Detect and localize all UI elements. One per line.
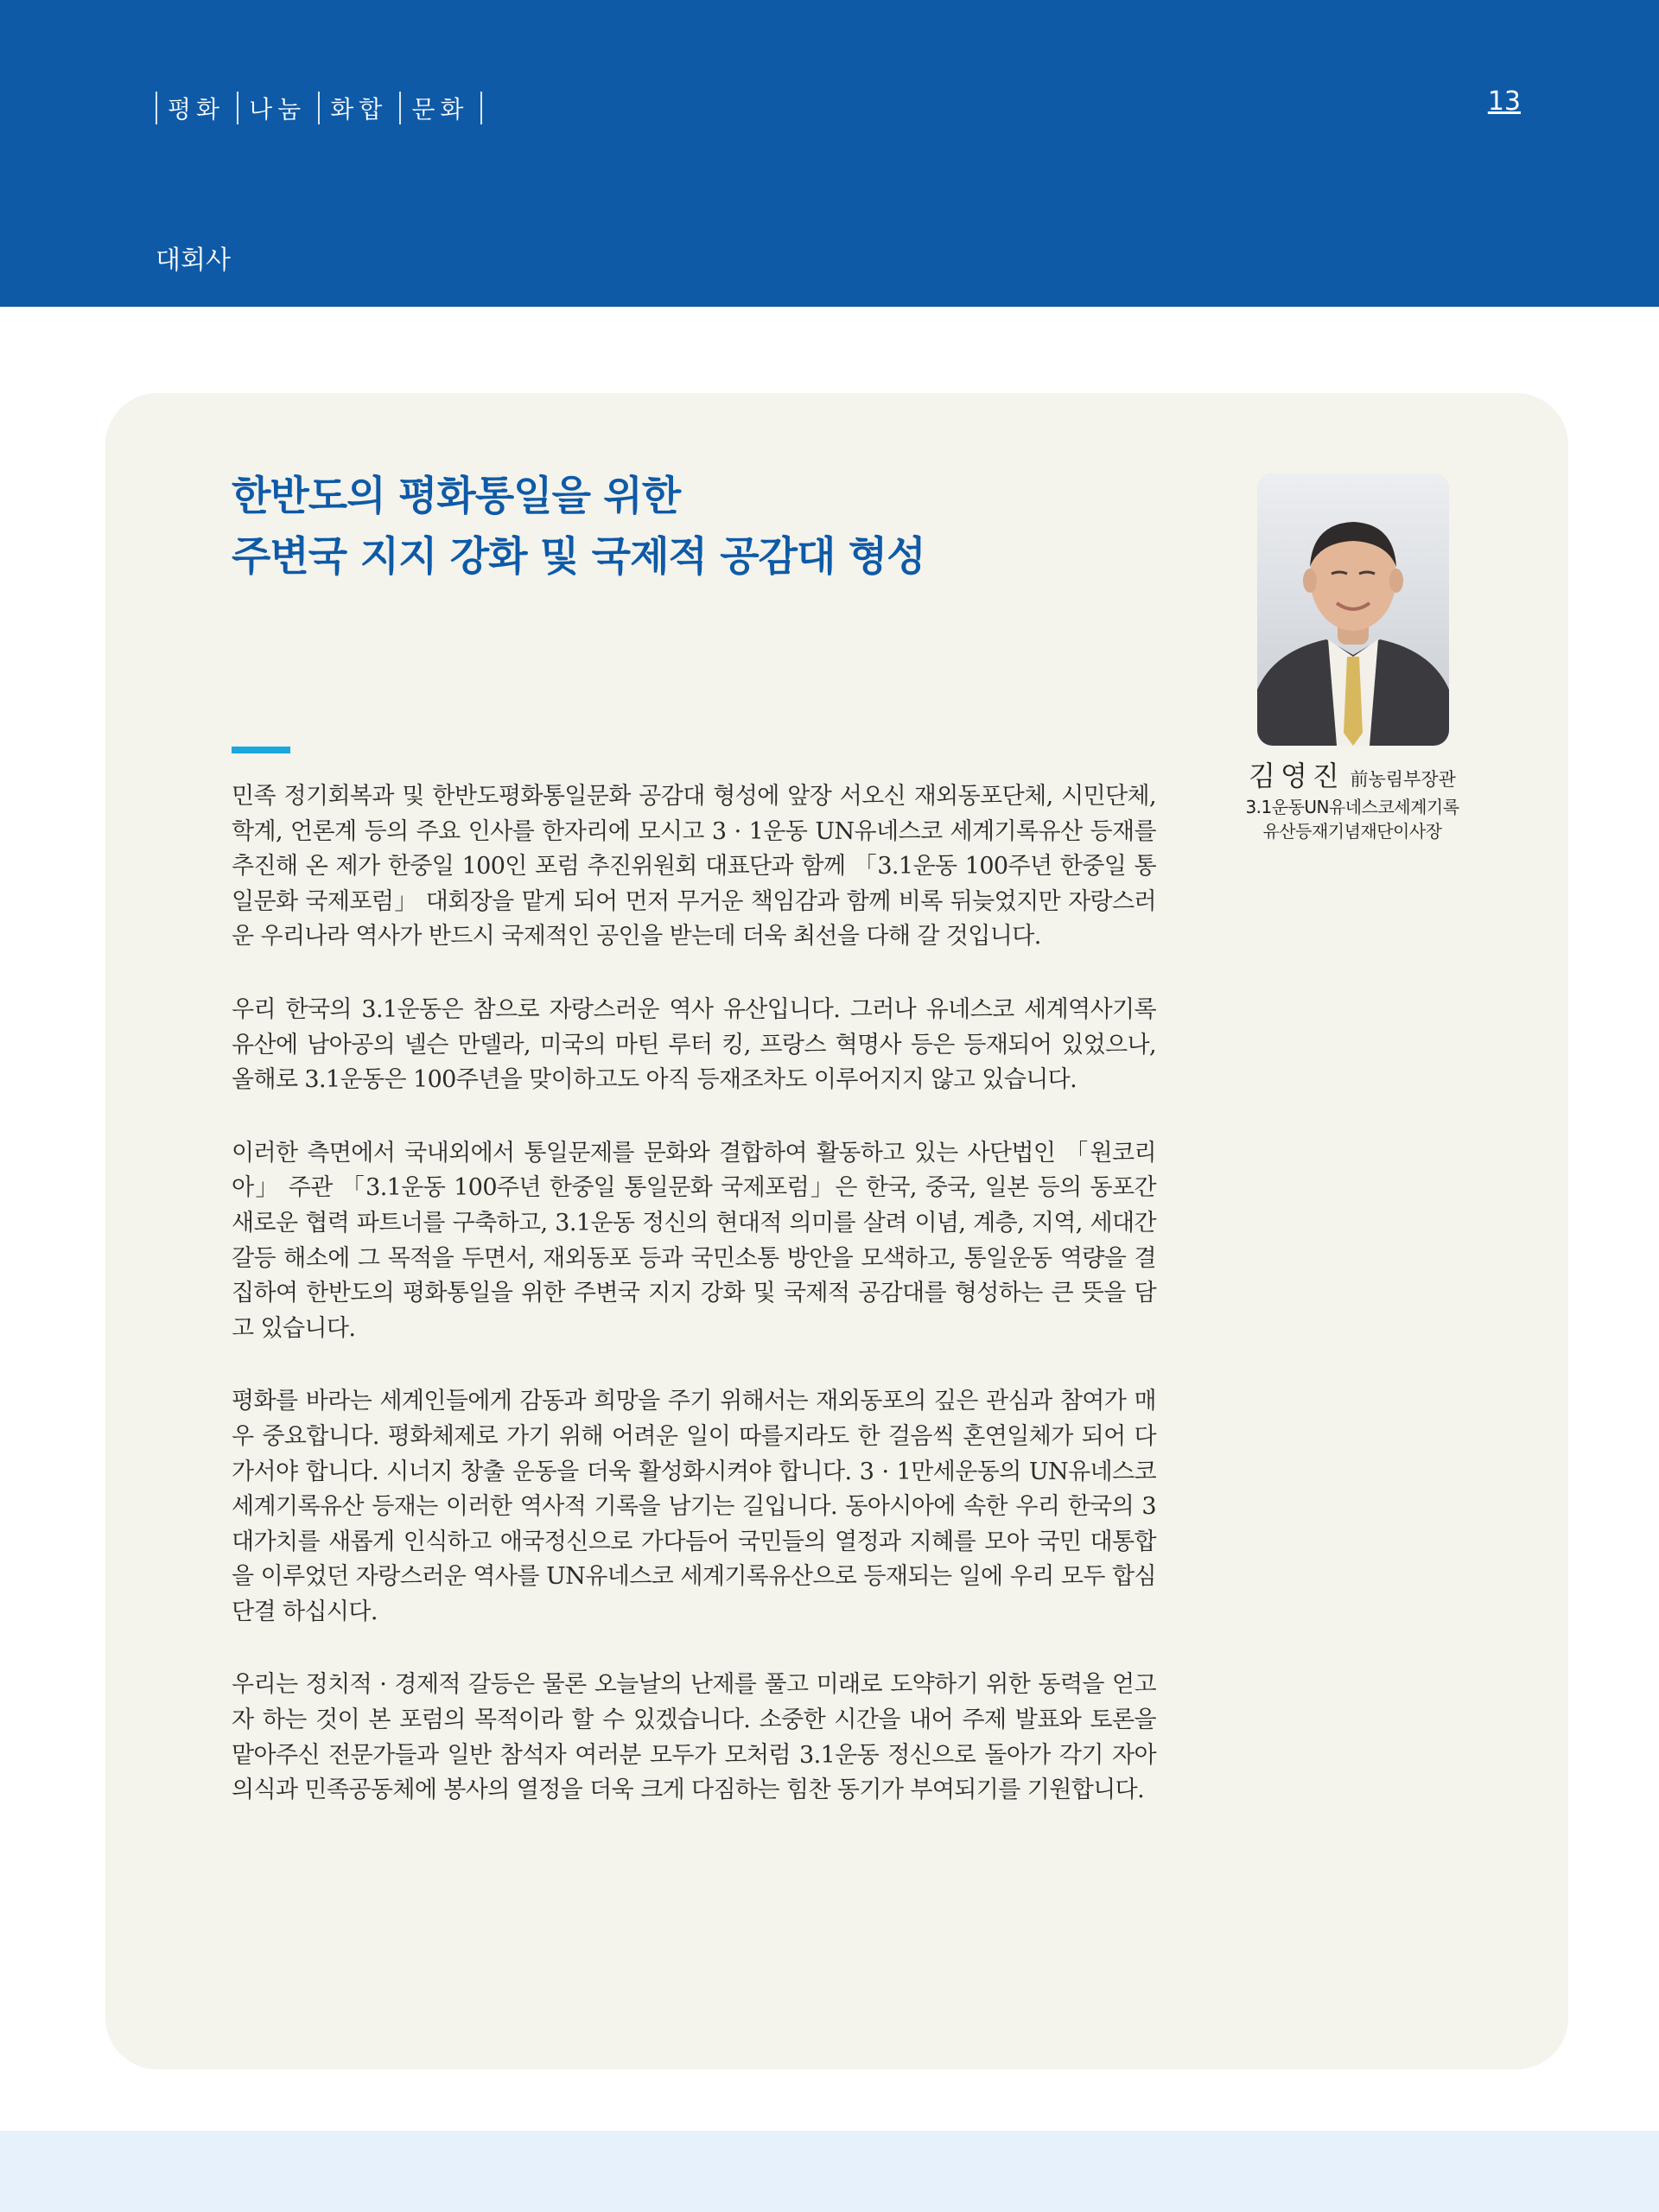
article-body — [232, 779, 1156, 1847]
portrait-illustration — [1257, 474, 1449, 746]
nav-divider — [318, 92, 320, 124]
paragraph-1: 민족 정기회복과 및 한반도평화통일문화 공감대 형성에 앞장 서오신 재외동포단체, 시민단체, 학계, 언론계 등의 주요 인사를 한자리에 모시고 3 · 1운동 UN유네스코 세계기록유산 등재를 추진해 온 제가 한중일 100인 포럼 추진위원회 대표단과 함께 「3.1운동 100주년 한중일 통일문화 국제포럼」 대회장을 맡게 되어 먼저 무거운 책임감과 함께 비록 뒤늦었지만 자랑스러운 우리나라 역사가 반드시 국제적인 공인을 받는데 더욱 최선을 다해 갈 것입니다. — [232, 783, 1156, 950]
nav-divider — [237, 92, 238, 124]
page-number: 13 — [1487, 86, 1521, 117]
paragraph-3: 이러한 측면에서 국내외에서 통일문제를 문화와 결합하여 활동하고 있는 사단법인 「원코리아」 주관 「3.1운동 100주년 한중일 통일문화 국제포럼」은 한국, 중국, 일본 등의 동포간 새로운 협력 파트너를 구축하고, 3.1운동 정신의 현대적 의미를 살려 이념, 계층, 지역, 세대간 갈등 해소에 그 목적을 두면서, 재외동포 등과 국민소통 방안을 모색하고, 통일운동 역량을 결집하여 한반도의 평화통일을 위한 주변국 지지 강화 및 국제적 공감대를 형성하는 큰 뜻을 담고 있습니다. — [232, 1139, 1156, 1342]
section-label: 대회사 — [156, 245, 231, 276]
title-line-1: 한반도의 평화통일을 위한 — [232, 473, 681, 520]
title-line-2: 주변국 지지 강화 및 국제적 공감대 형성 — [232, 533, 925, 581]
header-band — [0, 0, 1659, 307]
author-photo — [1257, 474, 1449, 746]
paragraph-2: 우리 한국의 3.1운동은 참으로 자랑스러운 역사 유산입니다. 그러나 유네스코 세계역사기록 유산에 남아공의 넬슨 만델라, 미국의 마틴 루터 킹, 프랑스 혁명사 등은 등재되어 있었으나, 올해로 3.1운동은 100주년을 맞이하고도 아직 등재조차도 이루어지지 않고 있습니다. — [232, 995, 1156, 1094]
nav-divider — [480, 92, 482, 124]
accent-bar — [232, 747, 290, 753]
nav-item-culture[interactable]: 문화 — [411, 95, 469, 124]
category-nav — [156, 91, 482, 125]
author-affiliation-1: 3.1운동UN유네스코세계기록 — [1245, 797, 1459, 817]
author-name: 김영진 — [1249, 760, 1344, 792]
nav-divider — [399, 92, 401, 124]
paragraph-4: 평화를 바라는 세계인들에게 감동과 희망을 주기 위해서는 재외동포의 깊은 관심과 참여가 매우 중요합니다. 평화체제로 가기 위해 어려운 일이 따를지라도 한 걸음씩 혼연일체가 되어 다가서야 합니다. 시너지 창출 운동을 더욱 활성화시켜야 합니다. 3 · 1만세운동의 UN유네스코 세계기록유산 등재는 이러한 역사적 기록을 남기는 길입니다. 동아시아에 속한 우리 한국의 3대가치를 새롭게 인식하고 애국정신으로 가다듬어 국민들의 열정과 지혜를 모아 국민 대통합을 이루었던 자랑스러운 역사를 UN유네스코 세계기록유산으로 등재되는 일에 우리 모두 합심단결 하십시다. — [232, 1388, 1156, 1625]
footer-band — [0, 2131, 1659, 2212]
nav-divider — [156, 92, 157, 124]
nav-item-harmony[interactable]: 화합 — [330, 95, 388, 124]
author-former-title: 前농림부장관 — [1350, 769, 1456, 790]
author-name-line — [1210, 760, 1495, 795]
author-affiliation-2: 유산등재기념재단이사장 — [1262, 821, 1442, 842]
nav-item-peace[interactable]: 평화 — [168, 95, 226, 124]
paragraph-5: 우리는 정치적 · 경제적 갈등은 물론 오늘날의 난제를 풀고 미래로 도약하기 위한 동력을 얻고자 하는 것이 본 포럼의 목적이라 할 수 있겠습니다. 소중한 시간을 내어 주제 발표와 토론을 맡아주신 전문가들과 일반 참석자 여러분 모두가 모처럼 3.1운동 정신으로 돌아가 각기 자아의식과 민족공동체에 봉사의 열정을 더욱 크게 다짐하는 힘찬 동기가 부여되기를 기원합니다. — [232, 1671, 1156, 1804]
nav-item-sharing[interactable]: 나눔 — [249, 95, 307, 124]
author-info — [1210, 760, 1495, 843]
article-title — [232, 467, 1182, 588]
